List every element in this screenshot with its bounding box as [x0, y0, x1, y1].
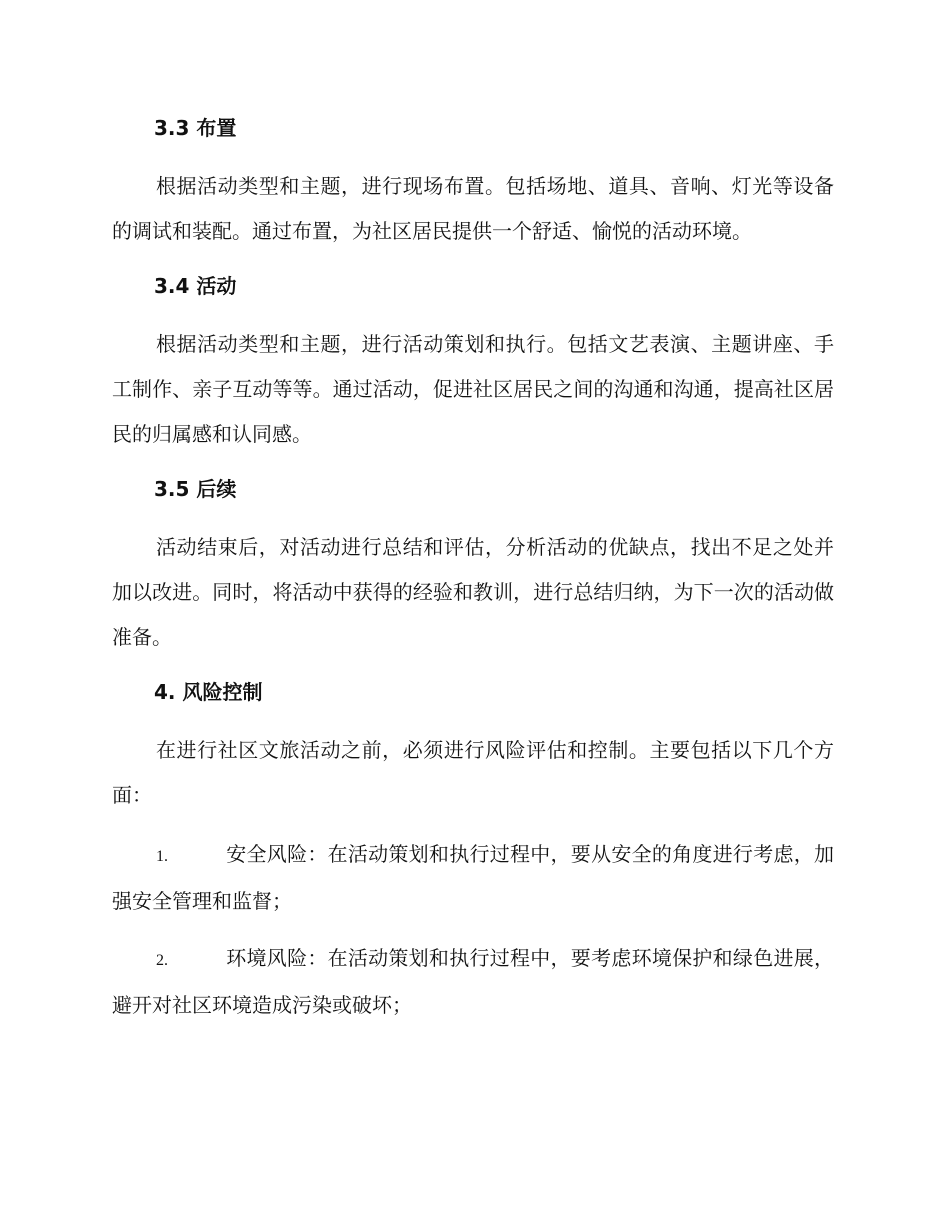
- section-heading-4: 4. 风险控制: [154, 680, 263, 704]
- list-item-text: 环境风险：在活动策划和执行过程中，要考虑环境保护和绿色进展，避开对社区环境造成污染或破坏；: [112, 946, 834, 1017]
- section-paragraph-3-3: 根据活动类型和主题，进行现场布置。包括场地、道具、音响、灯光等设备的调试和装配。通过布置，为社区居民提供一个舒适、愉悦的活动环境。: [112, 174, 834, 243]
- section-heading-3-4: 3.4 活动: [154, 274, 237, 298]
- list-item: [112, 936, 834, 1028]
- list-item: [112, 832, 834, 924]
- list-item-number: 1.: [156, 848, 168, 865]
- list-item-number: 2.: [156, 952, 168, 969]
- section-heading-3-3: 3.3 布置: [154, 116, 237, 140]
- list-item-text: 安全风险：在活动策划和执行过程中，要从安全的角度进行考虑，加强安全管理和监督；: [112, 842, 834, 913]
- section-paragraph-4: 在进行社区文旅活动之前，必须进行风险评估和控制。主要包括以下几个方面：: [112, 738, 834, 807]
- section-heading-3-5: 3.5 后续: [154, 477, 237, 501]
- section-paragraph-3-4: 根据活动类型和主题，进行活动策划和执行。包括文艺表演、主题讲座、手工制作、亲子互动等等。通过活动，促进社区居民之间的沟通和沟通，提高社区居民的归属感和认同感。: [112, 332, 834, 446]
- section-paragraph-3-5: 活动结束后，对活动进行总结和评估，分析活动的优缺点，找出不足之处并加以改进。同时，将活动中获得的经验和教训，进行总结归纳，为下一次的活动做准备。: [112, 535, 834, 649]
